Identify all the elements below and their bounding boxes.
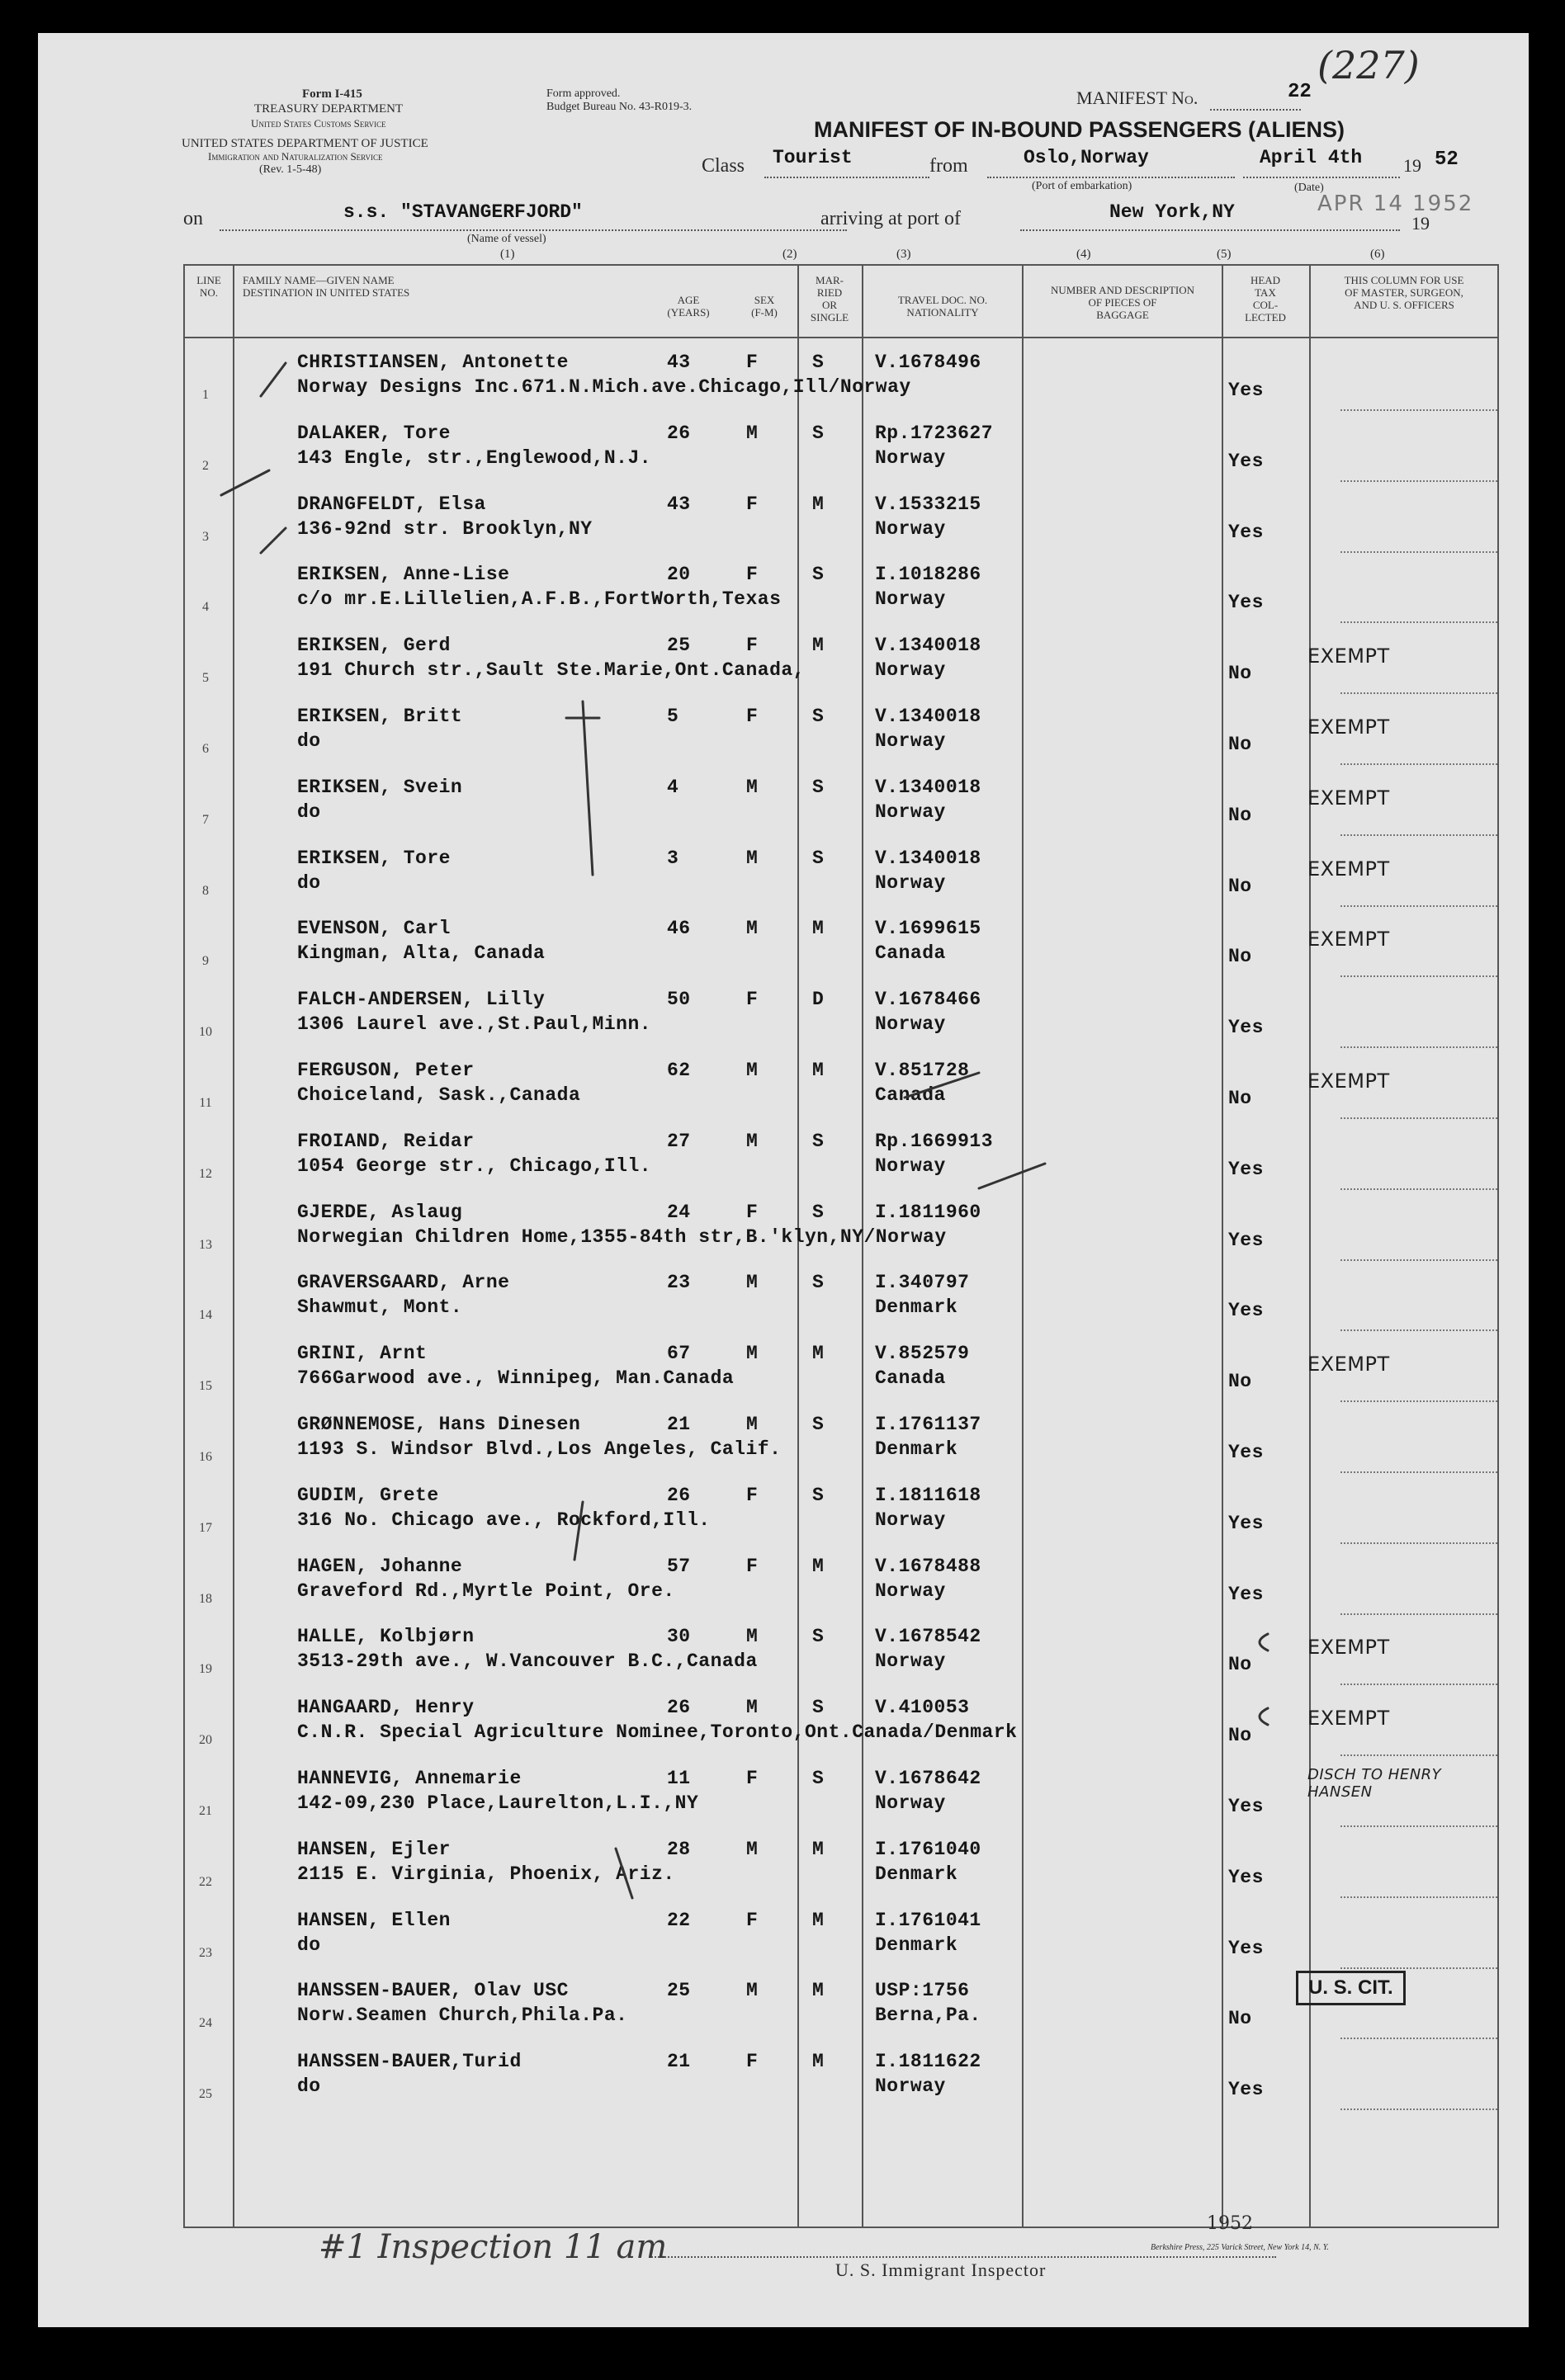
cell-name: HALLE, Kolbjørn <box>297 1626 475 1648</box>
cell-officer-use: EXEMPT <box>1307 1636 1390 1660</box>
cell-nat: Denmark <box>875 1863 958 1885</box>
cell-officer-use: EXEMPT <box>1307 928 1390 952</box>
cell-ln: 15 <box>199 1379 212 1394</box>
cell-mar: S <box>812 706 825 727</box>
cell-nat: Canada <box>875 1084 946 1106</box>
arrival-port: New York,NY <box>1109 201 1235 223</box>
col-num-5: (5) <box>1217 248 1232 261</box>
cell-doc: V.852579 <box>875 1343 970 1365</box>
cell-dest: c/o mr.E.Lillelien,A.F.B.,FortWorth,Texas <box>297 588 782 611</box>
cell-nat: Norway <box>875 1580 946 1602</box>
col-num-4: (4) <box>1076 248 1091 261</box>
header-baggage: NUMBER AND DESCRIPTION OF PIECES OF BAGGAGE <box>1050 284 1195 321</box>
cell-age: 25 <box>667 1980 691 2002</box>
cell-mar: S <box>812 1768 825 1789</box>
cell-age: 21 <box>667 2051 691 2073</box>
cell-tax: No <box>1228 804 1252 826</box>
cell-nat: Norway <box>875 1155 946 1177</box>
cell-doc: V.1678642 <box>875 1768 981 1789</box>
cell-ln: 3 <box>202 529 209 544</box>
cell-mar: S <box>812 1626 825 1648</box>
cell-nat: Norway <box>875 2075 946 2098</box>
cell-nat: Norway <box>875 588 946 611</box>
class-label: Class <box>702 155 745 177</box>
cell-name: GJERDE, Aslaug <box>297 1201 463 1223</box>
date-value: April 4th <box>1260 147 1363 168</box>
col-num-2: (2) <box>782 248 797 261</box>
cell-dest: 143 Engle, str.,Englewood,N.J. <box>297 446 652 469</box>
cell-name: FERGUSON, Peter <box>297 1060 475 1081</box>
cell-tax: No <box>1228 1371 1252 1393</box>
cell-nat: Norway <box>875 446 946 469</box>
header-tax: HEAD TAX COL- LECTED <box>1245 274 1286 323</box>
cell-tax: No <box>1228 1725 1252 1747</box>
cell-tax: No <box>1228 1654 1252 1676</box>
cell-mar: M <box>812 1343 825 1365</box>
cell-mar: M <box>812 1909 825 1931</box>
cell-sex: F <box>746 706 759 727</box>
cell-tax: Yes <box>1228 1300 1264 1322</box>
from-value: Oslo,Norway <box>1024 147 1149 168</box>
cell-mar: S <box>812 776 825 798</box>
cell-age: 23 <box>667 1272 691 1294</box>
cell-age: 62 <box>667 1060 691 1081</box>
cell-doc: I.1811622 <box>875 2051 981 2073</box>
cell-sex: M <box>746 1130 759 1152</box>
cell-dest: do <box>297 2075 321 2098</box>
form-number: Form I-415 <box>302 87 362 101</box>
cell-dest: Norway Designs Inc.671.N.Mich.ave.Chicago,Ill/Norway <box>297 376 911 398</box>
customs-service: United States Customs Service <box>251 117 386 130</box>
cell-dest: 142-09,230 Place,Laurelton,L.I.,NY <box>297 1792 699 1814</box>
cell-name: ERIKSEN, Anne-Lise <box>297 564 510 586</box>
cell-sex: F <box>746 2051 759 2073</box>
cell-doc: USP:1756 <box>875 1980 970 2002</box>
cell-officer-use: DISCH TO HENRY HANSEN <box>1307 1766 1442 1801</box>
justice-dept: UNITED STATES DEPARTMENT OF JUSTICE <box>182 137 428 150</box>
cell-name: FALCH-ANDERSEN, Lilly <box>297 989 546 1011</box>
cell-sex: F <box>746 1484 759 1506</box>
cell-ln: 4 <box>202 600 209 615</box>
inspector-label: U. S. Immigrant Inspector <box>835 2260 1047 2280</box>
cell-name: HANSEN, Ejler <box>297 1838 451 1860</box>
cell-officer-use: EXEMPT <box>1307 645 1390 668</box>
header-doc: TRAVEL DOC. NO. NATIONALITY <box>897 294 988 319</box>
cell-age: 21 <box>667 1414 691 1435</box>
cell-mar: M <box>812 918 825 940</box>
cell-age: 67 <box>667 1343 691 1365</box>
cell-tax: No <box>1228 946 1252 968</box>
cell-mar: S <box>812 352 825 373</box>
cell-doc: I.1761137 <box>875 1414 981 1435</box>
cell-nat: Norway <box>875 871 946 894</box>
cell-name: EVENSON, Carl <box>297 918 451 940</box>
cell-sex: M <box>746 776 759 798</box>
cell-ln: 8 <box>202 883 209 898</box>
cell-tax: Yes <box>1228 1583 1264 1605</box>
cell-sex: M <box>746 847 759 869</box>
header-officer-use: THIS COLUMN FOR USE OF MASTER, SURGEON, AND U. S. OFFICERS <box>1344 274 1464 311</box>
cell-dest: Shawmut, Mont. <box>297 1296 463 1319</box>
cell-dest: 766Garwood ave., Winnipeg, Man.Canada <box>297 1367 735 1390</box>
cell-mar: M <box>812 1980 825 2002</box>
cell-name: ERIKSEN, Gerd <box>297 635 451 657</box>
cell-tax: Yes <box>1228 1796 1264 1817</box>
cell-sex: M <box>746 1343 759 1365</box>
cell-mar: M <box>812 1555 825 1577</box>
from-label: from <box>929 155 968 177</box>
cell-age: 30 <box>667 1626 691 1648</box>
cell-tax: Yes <box>1228 1866 1264 1888</box>
cell-mar: S <box>812 1414 825 1435</box>
cell-age: 3 <box>667 847 679 869</box>
cell-name: GUDIM, Grete <box>297 1484 439 1506</box>
cell-tax: Yes <box>1228 1229 1264 1251</box>
cell-age: 11 <box>667 1768 691 1789</box>
cell-ln: 16 <box>199 1450 212 1464</box>
cell-doc: I.1018286 <box>875 564 981 586</box>
cell-dest: Graveford Rd.,Myrtle Point, Ore. <box>297 1580 675 1602</box>
cell-name: GRØNNEMOSE, Hans Dinesen <box>297 1414 581 1435</box>
cell-sex: F <box>746 564 759 586</box>
cell-ln: 1 <box>202 388 209 402</box>
cell-nat: Norway <box>875 1650 946 1673</box>
cell-age: 26 <box>667 1697 691 1719</box>
cell-sex: M <box>746 1980 759 2002</box>
header-name: FAMILY NAME—GIVEN NAME DESTINATION IN UNITED STATES <box>243 274 410 299</box>
cell-tax: No <box>1228 734 1252 755</box>
year-prefix: 19 <box>1403 155 1421 176</box>
cell-ln: 13 <box>199 1237 212 1252</box>
cell-name: DRANGFELDT, Elsa <box>297 493 486 515</box>
col-num-6: (6) <box>1370 248 1385 261</box>
cell-dest: 3513-29th ave., W.Vancouver B.C.,Canada <box>297 1650 758 1673</box>
cell-age: 43 <box>667 493 691 515</box>
cell-mar: S <box>812 564 825 586</box>
cell-sex: F <box>746 1768 759 1789</box>
cell-dest: do <box>297 730 321 752</box>
cell-dest: Norw.Seamen Church,Phila.Pa. <box>297 2005 628 2027</box>
cell-doc: V.851728 <box>875 1060 970 1081</box>
cell-dest: Choiceland, Sask.,Canada <box>297 1084 581 1106</box>
cell-doc: Rp.1669913 <box>875 1130 994 1152</box>
header-line-no: LINE NO. <box>196 274 221 299</box>
cell-ln: 10 <box>199 1025 212 1040</box>
col-num-1: (1) <box>500 248 515 261</box>
cell-doc: V.1340018 <box>875 706 981 727</box>
manifest-sheet <box>38 33 1529 2327</box>
header-age: AGE (YEARS) <box>667 294 710 319</box>
header-sex: SEX (F-M) <box>751 294 778 319</box>
cell-name: HANNEVIG, Annemarie <box>297 1768 522 1789</box>
cell-nat: Berna,Pa. <box>875 2005 981 2027</box>
cell-nat: Norway <box>875 517 946 540</box>
manifest-title: MANIFEST OF IN-BOUND PASSENGERS (ALIENS) <box>814 117 1345 142</box>
cell-mar: S <box>812 1484 825 1506</box>
cell-tax: No <box>1228 1088 1252 1109</box>
cell-age: 26 <box>667 422 691 444</box>
cell-dest: 136-92nd str. Brooklyn,NY <box>297 517 593 540</box>
cell-tax: No <box>1228 875 1252 897</box>
cell-sex: M <box>746 1414 759 1435</box>
cell-age: 28 <box>667 1838 691 1860</box>
cell-ln: 21 <box>199 1804 212 1818</box>
ins-service: Immigration and Naturalization Service <box>208 150 383 163</box>
cell-doc: V.1699615 <box>875 918 981 940</box>
cell-dest: do <box>297 871 321 894</box>
cell-sex: M <box>746 1272 759 1294</box>
cell-doc: I.1761040 <box>875 1838 981 1860</box>
manifest-number: 22 <box>1288 81 1312 103</box>
cell-doc: V.1678542 <box>875 1626 981 1648</box>
cell-age: 4 <box>667 776 679 798</box>
cell-name: HANGAARD, Henry <box>297 1697 475 1719</box>
cell-sex: M <box>746 1697 759 1719</box>
cell-sex: M <box>746 422 759 444</box>
manifest-handwritten: (227) <box>1317 43 1420 87</box>
cell-sex: F <box>746 1201 759 1223</box>
cell-ln: 12 <box>199 1166 212 1181</box>
cell-tax: Yes <box>1228 1937 1264 1959</box>
cell-mar: M <box>812 1060 825 1081</box>
cell-tax: Yes <box>1228 380 1264 401</box>
year2-prefix: 19 <box>1411 213 1430 234</box>
cell-mar: S <box>812 847 825 869</box>
cell-dest: 191 Church str.,Sault Ste.Marie,Ont.Canada, <box>297 659 805 682</box>
cell-name: ERIKSEN, Svein <box>297 776 463 798</box>
handwritten-inspection-note: #1 Inspection 11 am <box>319 2228 668 2266</box>
cell-tax: Yes <box>1228 450 1264 472</box>
cell-tax: No <box>1228 663 1252 685</box>
cell-doc: V.1678466 <box>875 989 981 1011</box>
cell-tax: Yes <box>1228 1017 1264 1039</box>
cell-name: GRAVERSGAARD, Arne <box>297 1272 510 1294</box>
cell-tax: Yes <box>1228 1512 1264 1534</box>
cell-nat: Norway <box>875 1013 946 1036</box>
cell-dest: Norwegian Children Home,1355-84th str,B.'klyn,NY/Norway <box>297 1225 947 1248</box>
cell-dest: Kingman, Alta, Canada <box>297 942 546 965</box>
cell-mar: D <box>812 989 825 1011</box>
vessel-name: s.s. "STAVANGERFJORD" <box>343 201 583 223</box>
cell-age: 22 <box>667 1909 691 1931</box>
handwritten-marks <box>38 33 1529 2327</box>
cell-nat: Norway <box>875 1792 946 1814</box>
cell-sex: F <box>746 1555 759 1577</box>
cell-nat: Norway <box>875 659 946 682</box>
cell-mar: M <box>812 1838 825 1860</box>
cell-tax: Yes <box>1228 1442 1264 1463</box>
cell-dest: 1306 Laurel ave.,St.Paul,Minn. <box>297 1013 652 1036</box>
cell-nat: Canada <box>875 1367 946 1390</box>
cell-doc: V.1678488 <box>875 1555 981 1577</box>
cell-name: GRINI, Arnt <box>297 1343 428 1365</box>
printer-imprint: Berkshire Press, 225 Varick Street, New York 14, N. Y. <box>1151 2243 1329 2252</box>
cell-name: HANSSEN-BAUER, Olav USC <box>297 1980 569 2002</box>
cell-ln: 23 <box>199 1945 212 1960</box>
cell-tax: Yes <box>1228 1158 1264 1180</box>
cell-doc: V.1340018 <box>875 847 981 869</box>
cell-dest: 316 No. Chicago ave., Rockford,Ill. <box>297 1509 711 1531</box>
cell-nat: Denmark <box>875 1438 958 1460</box>
cell-doc: I.1811618 <box>875 1484 981 1506</box>
cell-nat: Norway <box>875 1509 946 1531</box>
cell-ln: 24 <box>199 2016 212 2031</box>
cell-ln: 6 <box>202 742 209 756</box>
revision: (Rev. 1-5-48) <box>259 163 322 176</box>
cell-ln: 9 <box>202 954 209 969</box>
cell-nat: Denmark <box>875 1296 958 1319</box>
cell-officer-use: EXEMPT <box>1307 1353 1390 1377</box>
cell-name: ERIKSEN, Britt <box>297 706 463 727</box>
cell-dest: do <box>297 800 321 823</box>
cell-doc: V.1340018 <box>875 635 981 657</box>
cell-sex: F <box>746 635 759 657</box>
cell-age: 27 <box>667 1130 691 1152</box>
cell-mar: S <box>812 1272 825 1294</box>
cell-officer-use: EXEMPT <box>1307 857 1390 881</box>
cell-sex: F <box>746 1909 759 1931</box>
cell-nat: Denmark <box>875 1934 958 1956</box>
cell-name: HANSSEN-BAUER,Turid <box>297 2051 522 2073</box>
cell-doc: V.1533215 <box>875 493 981 515</box>
cell-officer-use: EXEMPT <box>1307 715 1390 739</box>
vessel-note: (Name of vessel) <box>467 233 546 245</box>
cell-age: 57 <box>667 1555 691 1577</box>
cell-age: 5 <box>667 706 679 727</box>
cell-sex: M <box>746 1838 759 1860</box>
cell-sex: F <box>746 352 759 373</box>
cell-sex: F <box>746 493 759 515</box>
cell-name: HANSEN, Ellen <box>297 1909 451 1931</box>
col-num-3: (3) <box>896 248 911 261</box>
cell-ln: 18 <box>199 1591 212 1606</box>
cell-mar: S <box>812 1130 825 1152</box>
cell-dest: 1193 S. Windsor Blvd.,Los Angeles, Calif. <box>297 1438 782 1460</box>
header-married: MAR- RIED OR SINGLE <box>810 274 849 323</box>
cell-tax: No <box>1228 2008 1252 2030</box>
cell-sex: M <box>746 1626 759 1648</box>
cell-dest: 2115 E. Virginia, Phoenix, Ariz. <box>297 1863 675 1885</box>
cell-mar: S <box>812 1201 825 1223</box>
cell-ln: 17 <box>199 1520 212 1535</box>
class-value: Tourist <box>773 147 853 168</box>
cell-ln: 19 <box>199 1662 212 1677</box>
cell-ln: 25 <box>199 2087 212 2102</box>
cell-doc: I.1811960 <box>875 1201 981 1223</box>
cell-name: FROIAND, Reidar <box>297 1130 475 1152</box>
cell-officer-use: EXEMPT <box>1307 786 1390 810</box>
form-approved: Form approved. <box>546 87 621 100</box>
budget-bureau: Budget Bureau No. 43-R019-3. <box>546 101 693 113</box>
cell-age: 26 <box>667 1484 691 1506</box>
cell-name: CHRISTIANSEN, Antonette <box>297 352 569 373</box>
arriving-label: arriving at port of <box>820 208 961 229</box>
cell-name: DALAKER, Tore <box>297 422 451 444</box>
cell-tax: Yes <box>1228 2079 1264 2101</box>
handwritten-year: 1952 <box>1207 2213 1253 2234</box>
cell-doc: I.1761041 <box>875 1909 981 1931</box>
cell-ln: 14 <box>199 1308 212 1323</box>
cell-age: 46 <box>667 918 691 940</box>
cell-ln: 7 <box>202 812 209 827</box>
cell-mar: M <box>812 493 825 515</box>
cell-nat: Norway <box>875 730 946 752</box>
port-embarkation-note: (Port of embarkation) <box>1032 180 1132 192</box>
cell-age: 24 <box>667 1201 691 1223</box>
cell-doc: V.410053 <box>875 1697 970 1719</box>
cell-ln: 2 <box>202 458 209 473</box>
cell-age: 20 <box>667 564 691 586</box>
on-label: on <box>183 208 203 229</box>
cell-ln: 20 <box>199 1733 212 1748</box>
year-value: 52 <box>1435 149 1459 171</box>
cell-name: ERIKSEN, Tore <box>297 847 451 869</box>
cell-age: 50 <box>667 989 691 1011</box>
cell-sex: M <box>746 918 759 940</box>
cell-dest: do <box>297 1934 321 1956</box>
cell-mar: M <box>812 635 825 657</box>
treasury-dept: TREASURY DEPARTMENT <box>254 102 404 116</box>
cell-nat: Norway <box>875 800 946 823</box>
cell-nat: Canada <box>875 942 946 965</box>
date-stamp: APR 14 1952 <box>1317 191 1474 216</box>
cell-tax: Yes <box>1228 592 1264 614</box>
cell-doc: V.1678496 <box>875 352 981 373</box>
cell-tax: Yes <box>1228 521 1264 543</box>
manifest-label: MANIFEST No. <box>1076 87 1199 108</box>
cell-sex: M <box>746 1060 759 1081</box>
cell-ln: 11 <box>199 1096 212 1110</box>
cell-ln: 5 <box>202 671 209 686</box>
cell-dest: 1054 George str., Chicago,Ill. <box>297 1155 652 1177</box>
date-note: (Date) <box>1294 182 1324 194</box>
cell-mar: S <box>812 422 825 444</box>
cell-doc: I.340797 <box>875 1272 970 1294</box>
cell-doc: V.1340018 <box>875 776 981 798</box>
cell-age: 43 <box>667 352 691 373</box>
cell-ln: 22 <box>199 1874 212 1889</box>
cell-mar: M <box>812 2051 825 2073</box>
cell-officer-use: EXEMPT <box>1307 1070 1390 1093</box>
cell-officer-use: EXEMPT <box>1307 1707 1390 1731</box>
cell-age: 25 <box>667 635 691 657</box>
us-citizen-stamp: U. S. CIT. <box>1296 1971 1406 2005</box>
cell-name: HAGEN, Johanne <box>297 1555 463 1577</box>
cell-dest: C.N.R. Special Agriculture Nominee,Toronto,Ont.Canada/Denmark <box>297 1721 1018 1744</box>
cell-doc: Rp.1723627 <box>875 422 994 444</box>
cell-mar: S <box>812 1697 825 1719</box>
cell-sex: F <box>746 989 759 1011</box>
